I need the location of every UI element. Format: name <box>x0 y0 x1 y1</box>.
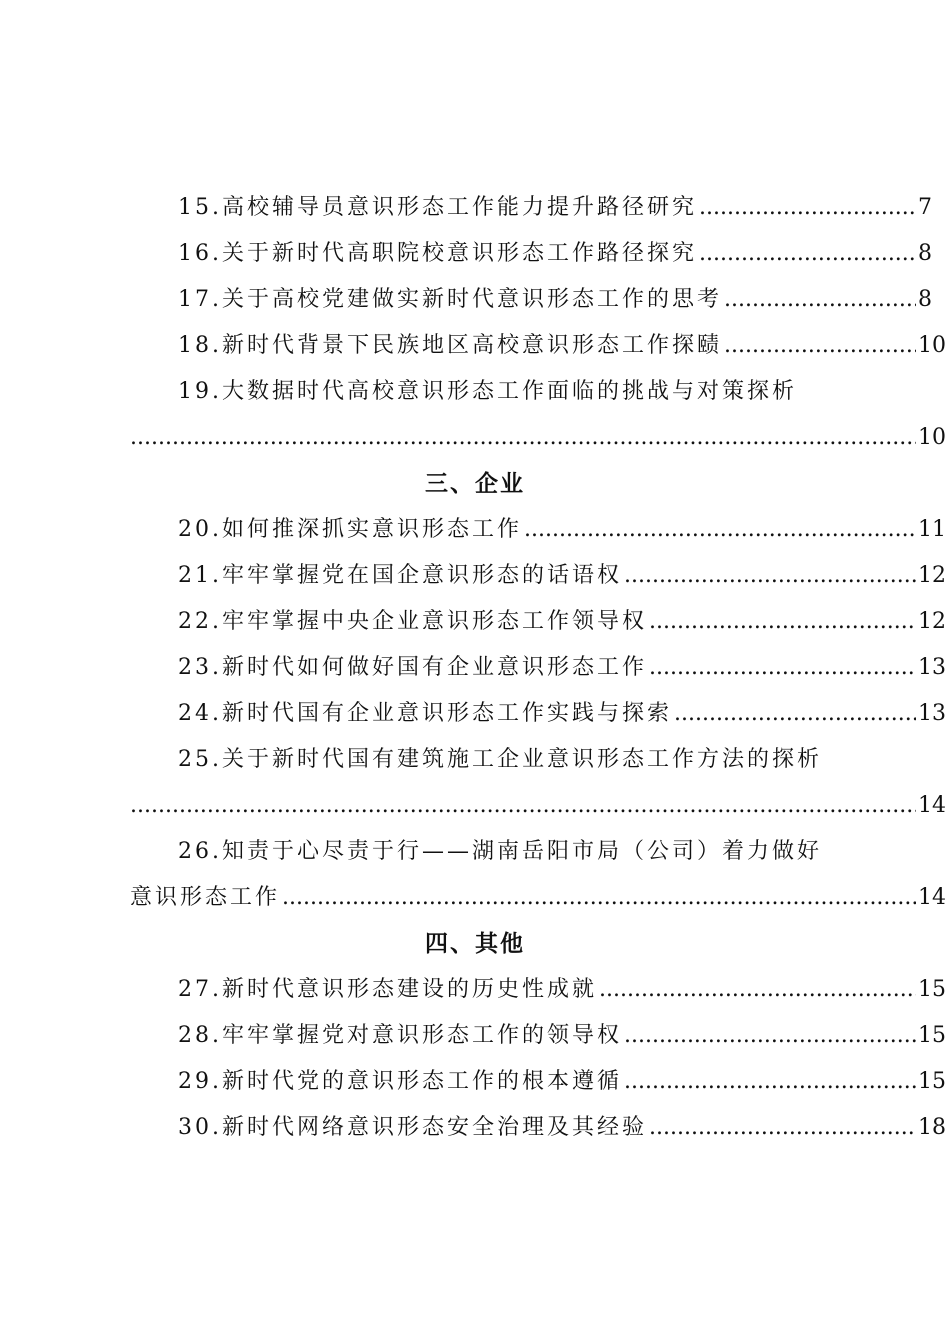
toc-entry-21[interactable] <box>130 556 950 596</box>
toc-entry-title-continuation: 意识形态工作 <box>130 885 281 910</box>
toc-entry-16[interactable] <box>130 234 950 274</box>
dot-leader <box>724 326 916 366</box>
toc-entry-26-continuation[interactable] <box>130 878 950 918</box>
toc-entry-19[interactable] <box>130 372 950 412</box>
toc-entry-title: 19.大数据时代高校意识形态工作面临的挑战与对策探析 <box>178 379 797 404</box>
section-heading-enterprise: 三、企业 <box>425 471 525 497</box>
toc-entry-title: 28.牢牢掌握党对意识形态工作的领导权 <box>178 1023 622 1048</box>
dot-leader <box>599 970 916 1010</box>
toc-entry-page: 13 <box>918 655 946 680</box>
toc-entry-title: 26.知责于心尽责于行——湖南岳阳市局（公司）着力做好 <box>178 839 822 864</box>
toc-entry-18[interactable] <box>130 326 950 366</box>
toc-entry-title: 16.关于新时代高职院校意识形态工作路径探究 <box>178 241 697 266</box>
toc-entry-page: 14 <box>918 885 946 910</box>
dot-leader <box>130 786 916 826</box>
toc-entry-page: 18 <box>918 1115 946 1140</box>
dot-leader <box>624 1016 916 1056</box>
toc-entry-title: 18.新时代背景下民族地区高校意识形态工作探赜 <box>178 333 722 358</box>
toc-entry-page: 11 <box>918 517 946 542</box>
toc-entry-page: 10 <box>918 333 946 358</box>
toc-entry-page: 8 <box>918 287 932 312</box>
dot-leader <box>649 648 916 688</box>
toc-entry-27[interactable] <box>130 970 950 1010</box>
toc-entry-15[interactable] <box>130 188 950 228</box>
dot-leader <box>674 694 916 734</box>
toc-entry-page: 15 <box>918 1023 946 1048</box>
toc-entry-page: 15 <box>918 1069 946 1094</box>
dot-leader <box>724 280 916 320</box>
toc-entry-29[interactable] <box>130 1062 950 1102</box>
dot-leader <box>624 1062 916 1102</box>
dot-leader <box>699 234 916 274</box>
toc-entry-page: 14 <box>918 793 946 818</box>
dot-leader <box>130 418 916 458</box>
toc-entry-title: 22.牢牢掌握中央企业意识形态工作领导权 <box>178 609 647 634</box>
toc-entry-title: 24.新时代国有企业意识形态工作实践与探索 <box>178 701 672 726</box>
toc-entry-title: 21.牢牢掌握党在国企意识形态的话语权 <box>178 563 622 588</box>
dot-leader <box>699 188 916 228</box>
dot-leader <box>624 556 916 596</box>
toc-entry-23[interactable] <box>130 648 950 688</box>
toc-entry-28[interactable] <box>130 1016 950 1056</box>
toc-entry-title: 15.高校辅导员意识形态工作能力提升路径研究 <box>178 195 697 220</box>
toc-entry-19-leader-line[interactable] <box>130 418 950 458</box>
toc-entry-25[interactable] <box>130 740 950 780</box>
toc-entry-page: 7 <box>918 195 932 220</box>
toc-entry-page: 8 <box>918 241 932 266</box>
toc-entry-17[interactable] <box>130 280 950 320</box>
dot-leader <box>649 1108 916 1148</box>
toc-entry-title: 23.新时代如何做好国有企业意识形态工作 <box>178 655 647 680</box>
toc-entry-title: 30.新时代网络意识形态安全治理及其经验 <box>178 1115 647 1140</box>
toc-entry-22[interactable] <box>130 602 950 642</box>
toc-entry-title: 25.关于新时代国有建筑施工企业意识形态工作方法的探析 <box>178 747 822 772</box>
toc-entry-page: 12 <box>918 563 946 588</box>
toc-entry-26[interactable] <box>130 832 950 872</box>
dot-leader <box>649 602 916 642</box>
dot-leader <box>524 510 916 550</box>
toc-entry-title: 17.关于高校党建做实新时代意识形态工作的思考 <box>178 287 722 312</box>
toc-entry-24[interactable] <box>130 694 950 734</box>
toc-entry-30[interactable] <box>130 1108 950 1148</box>
toc-entry-title: 27.新时代意识形态建设的历史性成就 <box>178 977 597 1002</box>
dot-leader <box>282 878 916 918</box>
toc-entry-page: 12 <box>918 609 946 634</box>
toc-entry-25-leader-line[interactable] <box>130 786 950 826</box>
toc-entry-title: 29.新时代党的意识形态工作的根本遵循 <box>178 1069 622 1094</box>
toc-entry-title: 20.如何推深抓实意识形态工作 <box>178 517 522 542</box>
toc-entry-page: 15 <box>918 977 946 1002</box>
section-heading-other: 四、其他 <box>425 931 525 957</box>
toc-entry-20[interactable] <box>130 510 950 550</box>
toc-entry-page: 10 <box>918 425 946 450</box>
toc-entry-page: 13 <box>918 701 946 726</box>
